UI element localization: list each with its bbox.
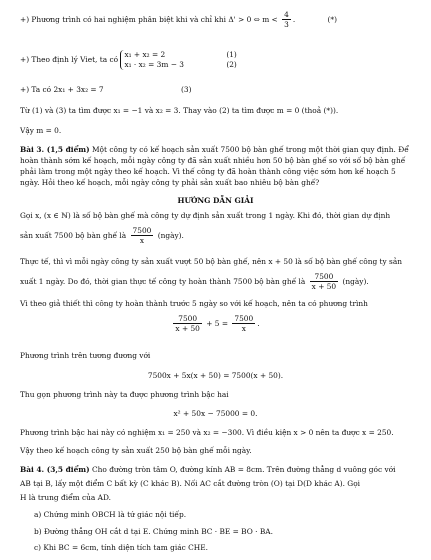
bai4-part-a: a) Chứng minh OBCH là tứ giác nội tiếp. — [34, 510, 187, 519]
bai4-part-c: c) Khi BC = 6cm, tính diện tích tam giác CHE. — [34, 543, 208, 552]
bai4-title: Bài 4. (3,5 điểm) — [20, 465, 90, 474]
guide-line-9: Vậy theo kế hoạch công ty sản xuất 250 bộ bàn ghế mỗi ngày. — [20, 446, 252, 455]
fraction-7500-x-plus-50: $\frac{7500}{x + 50}$ — [311, 272, 337, 292]
bai4-part-b: b) Đường thẳng OH cắt d tại E. Chứng minh BC · BE = BO · BA. — [34, 527, 273, 536]
bai3-paragraph-3: phải làm trong một ngày theo kế hoạch. Vì thế công ty đã hoàn thành công việc sớm hơn kế hoạch 5 — [20, 167, 396, 176]
guide-line-2: sản xuất 7500 bộ bàn ghế là $\frac{7500}{x}$ (ngày). — [20, 226, 184, 246]
guide-heading: HƯỚNG DẪN GIẢI — [177, 196, 254, 205]
guide-line-3: Thực tế, thì vì mỗi ngày công ty sản xuất vượt 50 bộ bàn ghế, nên x + 50 là số bộ bàn ghế công ty sản — [20, 257, 403, 266]
guide-line-4: xuất 1 ngày. Do đó, thời gian thực tế công ty hoàn thành 7500 bộ bàn ghế là $\frac{7500}{x + 50}$ (ngày). — [20, 272, 369, 292]
equation-3-line: +) Ta có 2x₁ + 3x₂ = 7 (3) — [20, 85, 192, 94]
guide-line-5: Vì theo giả thiết thì công ty hoàn thành trước 5 ngày so với kế hoạch, nên ta có phương trình — [20, 299, 368, 308]
fraction-four-thirds: $\frac{4}{3}$ — [284, 10, 289, 30]
bai4-paragraph-3: H là trung điểm của AD. — [20, 493, 112, 502]
guide-line-1: Gọi x, (x ∈ ℕ) là số bộ bàn ghế mà công ty dự định sản xuất trong 1 ngày. Khi đó, thời gian dự định — [20, 211, 391, 220]
viet-system: x₁ + x₂ = 2 x₁ · x₂ = 3m − 3 — [120, 50, 184, 70]
bai4-paragraph-1: Bài 4. (3,5 điểm) Cho đường tròn tâm O, đường kính AB = 8cm. Trên đường thẳng d vuông góc với — [20, 465, 396, 474]
viet-line: +) Theo định lý Viet, ta có x₁ + x₂ = 2 x₁ · x₂ = 3m − 3 (1) (2) — [20, 50, 237, 69]
guide-line-7: Thu gọn phương trình này ta được phương trình bậc hai — [20, 390, 229, 399]
bai3-title: Bài 3. (1,5 điểm) — [20, 145, 90, 154]
condition-line: +) Phương trình có hai nghiệm phân biệt khi và chỉ khi Δ' > 0 ⇔ m < $\frac{4}{3}$ . (*) — [20, 10, 337, 30]
expanded-equation: 7500x + 5x(x + 50) = 7500(x + 50). — [147, 371, 284, 380]
fraction-7500-x: $\frac{7500}{x}$ — [132, 226, 152, 246]
bai4-paragraph-2: AB tại B, lấy một điểm C bất kỳ (C khác B). Nối AC cắt đường tròn (O) tại D(D khác A). Gọi — [20, 479, 361, 488]
bai3-paragraph-1: Bài 3. (1,5 điểm) Một công ty có kế hoạch sản xuất 7500 bộ bàn ghế trong một thời gian quy định. Để — [20, 145, 409, 154]
guide-line-6: Phương trình trên tương đương với — [20, 351, 151, 360]
bai3-paragraph-2: hoàn thành sớm kế hoạch, mỗi ngày công ty đã sản xuất nhiều hơn 50 bộ bàn ghế so với số bộ bàn ghế — [20, 156, 406, 165]
conclusion-line: Vậy m = 0. — [20, 126, 62, 135]
equation-right-fraction: $\frac{7500}{x}$ — [234, 314, 254, 334]
solution-line: Từ (1) và (3) ta tìm được x₁ = −1 và x₂ = 3. Thay vào (2) ta tìm được m = 0 (thoả (*)). — [20, 106, 339, 115]
guide-line-8: Phương trình bậc hai này có nghiệm x₁ = 250 và x₂ = −300. Vì điều kiện x > 0 nên ta được x = 250. — [20, 428, 394, 437]
bai3-paragraph-4: ngày. Hỏi theo kế hoạch, mỗi ngày công ty phải sản xuất bao nhiêu bộ bàn ghế? — [20, 178, 320, 187]
quadratic-equation: x² + 50x − 75000 = 0. — [173, 409, 258, 418]
equation-left-fraction: $\frac{7500}{x + 50}$ — [175, 314, 200, 334]
main-equation: $\frac{7500}{x + 50}$ + 5 = $\frac{7500}{x}$ . — [175, 314, 260, 334]
